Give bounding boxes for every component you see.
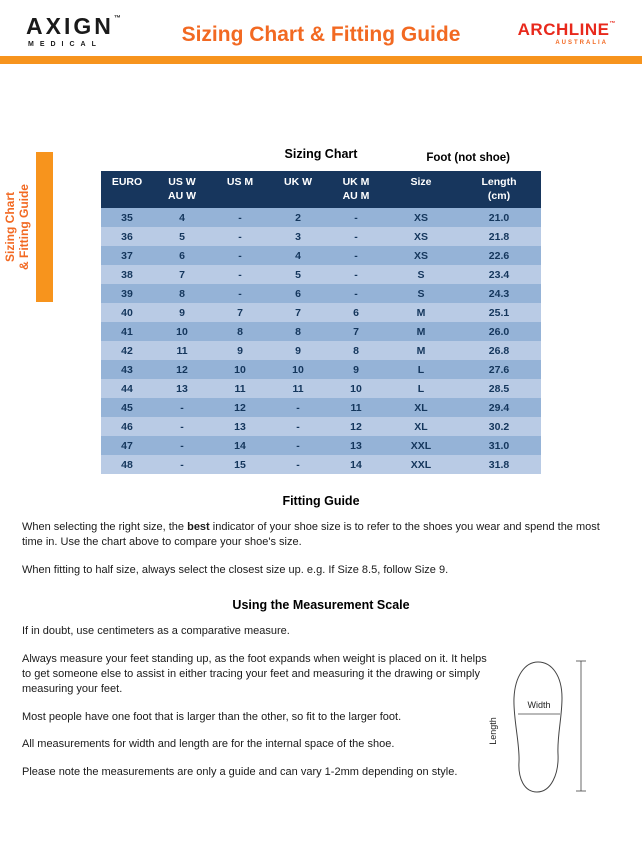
table-cell: 24.3 <box>457 284 541 303</box>
fitting-paragraph-1 <box>22 520 620 551</box>
axign-logo <box>26 15 146 48</box>
table-cell: 47 <box>101 436 153 455</box>
table-row <box>101 455 541 474</box>
measurement-paragraph-4: All measurements for width and length are for the internal space of the shoe. <box>22 738 395 751</box>
table-cell: 30.2 <box>457 417 541 436</box>
table-cell: 11 <box>327 398 385 417</box>
table-cell: L <box>385 379 457 398</box>
column-header: Length (cm) <box>457 171 541 208</box>
table-cell: L <box>385 360 457 379</box>
table-cell: 7 <box>269 303 327 322</box>
table-cell: 9 <box>153 303 211 322</box>
table-cell: S <box>385 265 457 284</box>
table-cell: - <box>269 455 327 474</box>
foot-diagram <box>488 656 588 796</box>
table-cell: 12 <box>327 417 385 436</box>
table-cell: M <box>385 341 457 360</box>
table-row <box>101 322 541 341</box>
table-row <box>101 436 541 455</box>
axign-logo-text: AXIGN <box>26 13 114 39</box>
table-cell: - <box>327 284 385 303</box>
archline-logo-text: ARCHLINE <box>517 20 610 39</box>
table-cell: M <box>385 303 457 322</box>
table-cell: 9 <box>327 360 385 379</box>
table-cell: 46 <box>101 417 153 436</box>
side-tab-line-2: & Fitting Guide <box>16 184 31 270</box>
table-cell: 5 <box>269 265 327 284</box>
axign-logo-subtext: MEDICAL <box>28 41 102 48</box>
table-row <box>101 398 541 417</box>
table-cell: 7 <box>327 322 385 341</box>
fitting-paragraph-1-start: When selecting the right size, the <box>22 521 188 533</box>
table-cell: 12 <box>211 398 269 417</box>
measurement-heading: Using the Measurement Scale <box>232 598 410 613</box>
table-cell: XXL <box>385 455 457 474</box>
table-cell: 31.0 <box>457 436 541 455</box>
column-header: Size <box>385 171 457 208</box>
table-cell: 11 <box>153 341 211 360</box>
table-cell: - <box>153 398 211 417</box>
fitting-paragraph-1-end: indicator of your shoe size is to refer to the shoes you wear and spend the most time in. Use the chart above to compare your shoe's size. <box>22 521 600 549</box>
table-cell: 39 <box>101 284 153 303</box>
table-cell: 8 <box>327 341 385 360</box>
table-cell: 23.4 <box>457 265 541 284</box>
table-cell: 40 <box>101 303 153 322</box>
fitting-paragraph-2: When fitting to half size, always select the closest size up. e.g. If Size 8.5, follow Size 9. <box>22 563 449 576</box>
table-cell: - <box>153 455 211 474</box>
table-cell: 14 <box>327 455 385 474</box>
archline-logo-subtext: AUSTRALIA <box>555 40 608 46</box>
table-cell: 10 <box>327 379 385 398</box>
measurement-paragraph-2: Always measure your feet standing up, as the foot expands when weight is placed on it. It helps to get someone else to assist in either tracing your feet and measuring it the drawing or simply measuring your feet. <box>22 652 487 696</box>
header-divider-bar <box>0 56 642 64</box>
table-cell: 7 <box>153 265 211 284</box>
table-row <box>101 303 541 322</box>
header-row <box>101 171 541 208</box>
table-cell: XS <box>385 227 457 246</box>
table-cell: - <box>153 436 211 455</box>
table-cell: XL <box>385 398 457 417</box>
sizing-chart-section <box>22 147 620 474</box>
table-cell: 14 <box>211 436 269 455</box>
table-row <box>101 246 541 265</box>
side-tab-line-1: Sizing Chart <box>3 192 17 263</box>
table-cell: 26.8 <box>457 341 541 360</box>
table-cell: - <box>269 417 327 436</box>
table-cell: 22.6 <box>457 246 541 265</box>
table-cell: 25.1 <box>457 303 541 322</box>
table-cell: 10 <box>269 360 327 379</box>
table-cell: - <box>327 246 385 265</box>
table-cell: 13 <box>153 379 211 398</box>
table-cell: - <box>211 284 269 303</box>
table-cell: 3 <box>269 227 327 246</box>
table-cell: 44 <box>101 379 153 398</box>
table-cell: 9 <box>211 341 269 360</box>
table-cell: 12 <box>153 360 211 379</box>
table-cell: 8 <box>269 322 327 341</box>
table-cell: 36 <box>101 227 153 246</box>
table-cell: S <box>385 284 457 303</box>
content <box>0 147 642 780</box>
table-row <box>101 265 541 284</box>
table-cell: 21.0 <box>457 208 541 227</box>
table-cell: 2 <box>269 208 327 227</box>
column-header: US W AU W <box>153 171 211 208</box>
measurement-paragraph-1: If in doubt, use centimeters as a comparative measure. <box>22 625 290 638</box>
table-cell: 6 <box>269 284 327 303</box>
table-cell: 43 <box>101 360 153 379</box>
table-cell: - <box>211 246 269 265</box>
column-header: UK W <box>269 171 327 208</box>
table-cell: 48 <box>101 455 153 474</box>
table-cell: XS <box>385 246 457 265</box>
sizing-table-body <box>101 208 541 474</box>
table-row <box>101 379 541 398</box>
table-cell: 4 <box>269 246 327 265</box>
table-cell: - <box>211 265 269 284</box>
foot-outline-drawing <box>488 656 588 796</box>
table-cell: - <box>269 398 327 417</box>
table-cell: 31.8 <box>457 455 541 474</box>
table-cell: 9 <box>269 341 327 360</box>
table-cell: XS <box>385 208 457 227</box>
table-cell: 13 <box>327 436 385 455</box>
fitting-paragraph-1-bold: best <box>187 521 210 533</box>
table-row <box>101 341 541 360</box>
width-label: Width <box>527 700 551 711</box>
sizing-table <box>101 171 541 474</box>
archline-trademark-symbol: ™ <box>609 21 616 27</box>
table-cell: 10 <box>211 360 269 379</box>
page-title: Sizing Chart & Fitting Guide <box>181 23 461 46</box>
table-cell: 28.5 <box>457 379 541 398</box>
table-cell: 38 <box>101 265 153 284</box>
table-cell: 37 <box>101 246 153 265</box>
fitting-guide-heading: Fitting Guide <box>282 494 360 508</box>
length-label: Length <box>488 717 498 745</box>
table-cell: 15 <box>211 455 269 474</box>
column-header: UK M AU M <box>327 171 385 208</box>
table-cell: 10 <box>153 322 211 341</box>
table-cell: - <box>327 208 385 227</box>
axign-logo-wordmark <box>26 15 146 38</box>
table-cell: 6 <box>153 246 211 265</box>
table-cell: XL <box>385 417 457 436</box>
table-row <box>101 360 541 379</box>
table-cell: - <box>327 227 385 246</box>
table-cell: 11 <box>211 379 269 398</box>
table-cell: 13 <box>211 417 269 436</box>
table-cell: 5 <box>153 227 211 246</box>
table-cell: 26.0 <box>457 322 541 341</box>
table-cell: XXL <box>385 436 457 455</box>
table-cell: M <box>385 322 457 341</box>
column-header: US M <box>211 171 269 208</box>
archline-logo-wordmark <box>496 21 616 38</box>
table-cell: 6 <box>327 303 385 322</box>
foot-outline-path <box>514 662 562 792</box>
table-cell: - <box>211 208 269 227</box>
foot-not-shoe-note: Foot (not shoe) <box>426 152 510 164</box>
sizing-chart-heading: Sizing Chart <box>284 147 358 161</box>
table-cell: 29.4 <box>457 398 541 417</box>
measurement-paragraph-5: Please note the measurements are only a guide and can vary 1-2mm depending on style. <box>22 765 458 778</box>
column-header: EURO <box>101 171 153 208</box>
measurement-paragraph-3: Most people have one foot that is larger than the other, so fit to the larger foot. <box>22 710 402 723</box>
table-cell: 8 <box>153 284 211 303</box>
table-cell: - <box>269 436 327 455</box>
table-row <box>101 227 541 246</box>
archline-logo <box>496 21 616 46</box>
table-cell: - <box>211 227 269 246</box>
table-cell: 35 <box>101 208 153 227</box>
table-cell: 7 <box>211 303 269 322</box>
header <box>0 0 642 56</box>
table-cell: 11 <box>269 379 327 398</box>
table-row <box>101 417 541 436</box>
table-cell: - <box>327 265 385 284</box>
table-cell: 21.8 <box>457 227 541 246</box>
fitting-guide-section <box>22 494 620 578</box>
table-cell: - <box>153 417 211 436</box>
table-cell: 27.6 <box>457 360 541 379</box>
table-cell: 42 <box>101 341 153 360</box>
table-row <box>101 208 541 227</box>
table-row <box>101 284 541 303</box>
table-cell: 4 <box>153 208 211 227</box>
table-cell: 45 <box>101 398 153 417</box>
sizing-table-head <box>101 171 541 208</box>
axign-trademark-symbol: ™ <box>113 15 121 22</box>
table-cell: 8 <box>211 322 269 341</box>
table-cell: 41 <box>101 322 153 341</box>
measurement-section <box>22 598 620 780</box>
